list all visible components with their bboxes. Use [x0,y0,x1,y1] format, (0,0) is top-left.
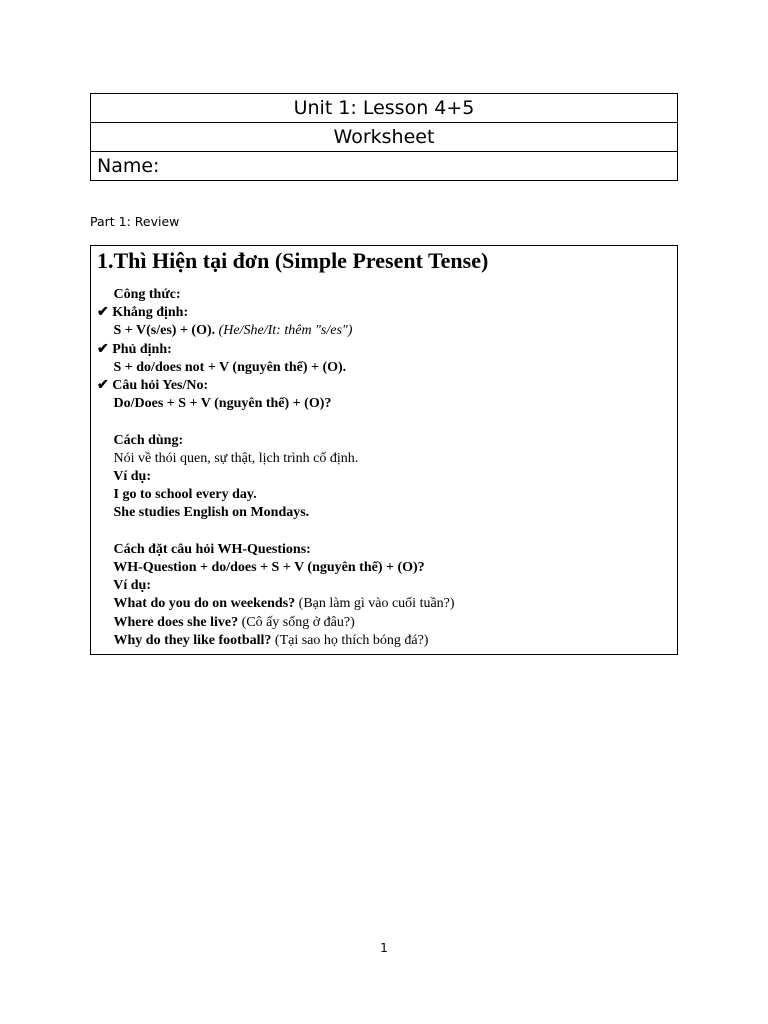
lesson-title: Unit 1: Lesson 4+5 [91,94,678,123]
negative-label: ✔ Phủ định: [97,341,172,357]
page-number: 1 [380,941,388,955]
wh-example: What do you do on weekends? (Bạn làm gì vào cuối tuần?) [113,596,455,612]
worksheet-title: Worksheet [91,123,678,152]
usage-description: Nói về thói quen, sự thật, lịch trình cố định. [113,450,359,466]
usage-example: I go to school every day. [113,487,257,503]
negative-formula: S + do/does not + V (nguyên thể) + (O). [113,359,347,375]
wh-example: Why do they like football? (Tại sao họ thích bóng đá?) [113,632,429,648]
wh-heading: Cách đặt câu hỏi WH-Questions: [113,541,311,557]
affirmative-label: ✔ Khẳng định: [97,305,189,321]
part-label: Part 1: Review [90,214,180,229]
formula-heading: Công thức: [113,287,181,302]
section-title: 1.Thì Hiện tại đơn (Simple Present Tense) [97,248,489,273]
question-formula: Do/Does + S + V (nguyên thể) + (O)? [113,396,332,412]
name-field-label: Name: [91,152,678,181]
check-icon: ✔ [97,305,109,321]
wh-formula: WH-Question + do/does + S + V (nguyên thể) + (O)? [113,560,425,576]
wh-example: Where does she live? (Cô ấy sống ở đâu?) [113,614,355,630]
usage-heading: Cách dùng: [113,432,184,448]
worksheet-header-table [90,93,678,181]
check-icon: ✔ [97,378,109,394]
grammar-box [90,245,678,655]
usage-example-label: Ví dụ: [113,469,151,485]
affirmative-note: (He/She/It: thêm "s/es") [218,323,353,339]
question-label: ✔ Câu hỏi Yes/No: [97,378,209,394]
affirmative-formula: S + V(s/es) + (O). (He/She/It: thêm "s/es") [113,323,353,339]
check-icon: ✔ [97,341,109,357]
wh-example-label: Ví dụ: [113,578,151,594]
usage-example: She studies English on Mondays. [113,505,310,521]
